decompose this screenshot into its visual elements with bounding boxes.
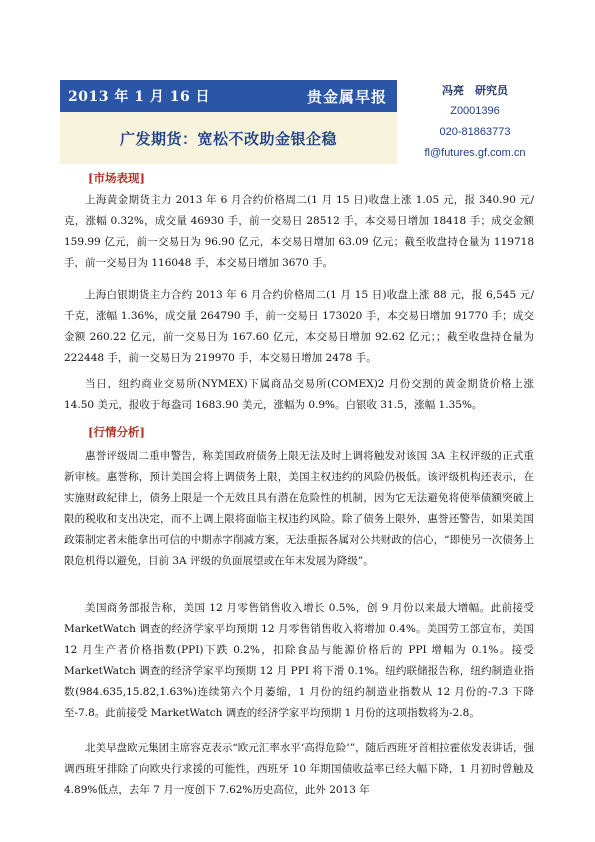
paragraph-gold: 上海黄金期货主力 2013 年 6 月合约价格周二(1 月 15 日)收盘上涨 1.05 元，报 340.90 元/克，涨幅 0.32%，成交量 46930 手，前一交易日 28512 手，本交易日增加 18418 手；成交金额 159.99 亿元，前一交易日为 96.90 亿元，本交易日增加 63.09 亿元；截至收盘持仓量为 119718 手，前一交易日为 116048 手，本交易日增加 3670 手。 <box>64 194 534 269</box>
report-header-band <box>60 80 397 112</box>
paragraph-europe: 北美早盘欧元集团主席容克表示“欧元汇率水平‘高得危险’”，随后西班牙首相拉霍依发表讲话，强调西班牙排除了向欧央行求援的可能性，西班牙 10 年期国债收益率已经大幅下降，1 月初时曾触及 4.89%低点，去年 7 月一度创下 7.62%历史高位，此外 2013 年 <box>64 742 534 796</box>
report-name: 贵金属早报 <box>306 87 387 106</box>
report-title: 广发期货：宽松不改助金银企稳 <box>119 129 337 148</box>
analyst-name: 冯亮 研究员 <box>442 84 508 97</box>
paragraph-fitch: 惠誉评级周二重申警告，称美国政府债务上限无法及时上调将触发对该国 3A 主权评级的正式重新审核。惠誉称，预计美国会将上调债务上限，美国主权违约的风险仍极低。该评级机构还表示，在实施财政紀律上，债务上限是一个无效且具有潜在危险性的机制，因为它无法避免将使举债额突破上限的税收和支出决定，而不上调上限将面临主权违约风险。除了债务上限外，惠誉还警告，如果美国政策制定者未能拿出可信的中期赤字削减方案，无法重振各属对公共财政的信心，“即使另一次债务上限危机得以避免，目前 3A 评级的负面展望或在年末发展为降级”。 <box>64 450 534 567</box>
analyst-contact <box>400 80 550 164</box>
analyst-id: Z0001396 <box>450 105 500 117</box>
paragraph-silver: 上海白银期货主力合约 2013 年 6 月合约价格周二(1 月 15 日)收盘上涨 88 元，报 6,545 元/千克，涨幅 1.36%，成交量 264790 手，前一交易日 173020 手，本交易日增加 91770 手；成交金额 260.22 亿元，前一交易日为 167.60 亿元，本交易日增加 92.62 亿元；；截至收盘持仓量为 222448 手，前一交易日为 219970 手，本交易日增加 2478 手。 <box>64 289 534 364</box>
analyst-phone: 020-81863773 <box>439 126 511 138</box>
report-date: 2013 年 1 月 16 日 <box>68 89 211 105</box>
paragraph-us-data: 美国商务部报告称，美国 12 月零售销售收入增长 0.5%，创 9 月份以来最大增幅。此前接受 MarketWatch 调查的经济学家平均预期 12 月零售销售收入将增加 0.4%。美国劳工部宣布，美国 12 月生产者价格指数(PPI)下跌 0.2%，扣除食品与能源价格后的 PPI 增幅为 0.1%。接受 MarketWatch 调查的经济学家平均预期 12 月 PPI 将下滑 0.1%。纽约联储报告称，纽约制造业指数(984.635,15.82,1.63%)连续第六个月萎缩，1 月份的纽约制造业指数从 12 月份的-7.3 下降至-7.8。此前接受 MarketWatch 调查的经济学家平均预期 1 月份的这项指数将为-2.8。 <box>64 602 534 719</box>
section-heading-market: [市场表现] <box>88 171 145 185</box>
report-title-band <box>60 112 397 164</box>
paragraph-comex: 当日，纽约商业交易所(NYMEX)下属商品交易所(COMEX)2 月份交割的黄金期货价格上涨 14.50 美元，报收于每盎司 1683.90 美元，涨幅为 0.9%。白银收 31.5，涨幅 1.35%。 <box>64 378 534 411</box>
analyst-email[interactable]: fl@futures.gf.com.cn <box>424 147 526 159</box>
section-heading-analysis: [行情分析] <box>88 425 145 439</box>
